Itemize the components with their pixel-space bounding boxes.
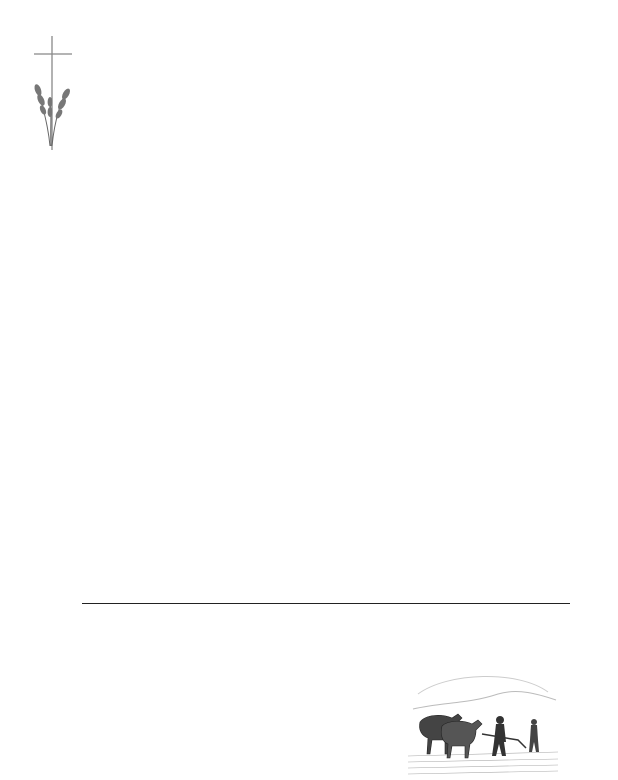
pompes-funebres-line xyxy=(0,606,618,621)
cross-wheat-icon xyxy=(28,34,80,152)
funerarium-line xyxy=(0,622,618,637)
ploughing-horses-illustration xyxy=(408,664,558,776)
footer-divider xyxy=(82,603,570,604)
